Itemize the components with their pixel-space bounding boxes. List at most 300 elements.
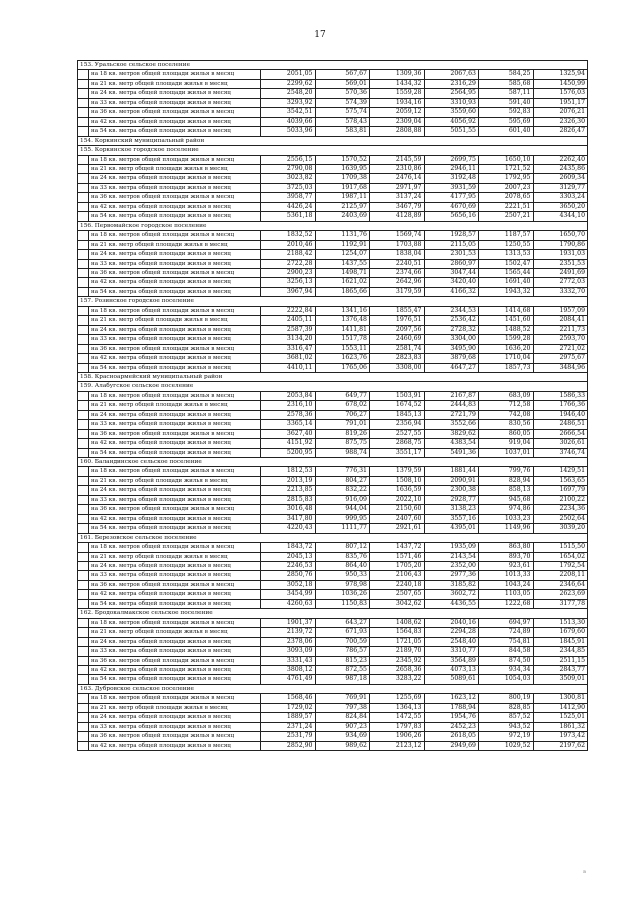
value-cell: 2564,95 (424, 89, 479, 98)
value-cell: 863,80 (479, 543, 534, 552)
value-cell: 2860,97 (424, 259, 479, 268)
value-cell: 3829,62 (424, 429, 479, 438)
value-cell: 1029,52 (479, 741, 534, 750)
section-title: 153. Уральское сельское поселение (78, 61, 588, 70)
value-cell: 3293,92 (261, 98, 316, 107)
value-cell: 1192,91 (315, 240, 370, 249)
row-label: на 42 кв. метра общей площади жилья в месяц (89, 202, 261, 211)
value-cell: 1565,44 (479, 268, 534, 277)
value-cell: 950,33 (315, 571, 370, 580)
value-cell: 4128,89 (370, 212, 425, 221)
row-label: на 18 кв. метров общей площади жилья в месяц (89, 467, 261, 476)
value-cell: 4177,95 (424, 193, 479, 202)
value-cell: 1325,94 (533, 70, 588, 79)
value-cell: 3310,77 (424, 647, 479, 656)
value-cell: 683,09 (479, 391, 534, 400)
section-header-row (78, 609, 588, 618)
value-cell: 3138,23 (424, 505, 479, 514)
value-cell: 3417,80 (261, 514, 316, 523)
row-label: на 42 кв. метра общей площади жилья в месяц (89, 666, 261, 675)
value-cell: 2975,67 (533, 354, 588, 363)
value-cell: 3316,47 (261, 344, 316, 353)
value-cell: 3192,48 (424, 174, 479, 183)
value-cell: 575,74 (315, 108, 370, 117)
index-cell (78, 259, 89, 268)
index-cell (78, 391, 89, 400)
table-row (78, 335, 588, 344)
table-row (78, 363, 588, 372)
value-cell: 3134,20 (261, 335, 316, 344)
table-row (78, 495, 588, 504)
value-cell: 1111,77 (315, 524, 370, 533)
value-cell: 3681,02 (261, 354, 316, 363)
table-row (78, 439, 588, 448)
value-cell: 1553,11 (315, 344, 370, 353)
value-cell: 2262,40 (533, 155, 588, 164)
value-cell: 1654,02 (533, 552, 588, 561)
index-cell (78, 467, 89, 476)
value-cell: 872,55 (315, 666, 370, 675)
page-number: 17 (314, 30, 326, 40)
table-row (78, 89, 588, 98)
section-header-row (78, 533, 588, 542)
row-label: на 42 кв. метра общей площади жилья в месяц (89, 590, 261, 599)
value-cell: 1103,05 (479, 590, 534, 599)
index-cell (78, 363, 89, 372)
value-cell: 1636,59 (370, 486, 425, 495)
value-cell: 583,81 (315, 127, 370, 136)
value-cell: 978,98 (315, 580, 370, 589)
table-row (78, 70, 588, 79)
value-cell: 4039,66 (261, 117, 316, 126)
value-cell: 2405,11 (261, 316, 316, 325)
table-row (78, 675, 588, 684)
value-cell: 742,08 (479, 410, 534, 419)
value-cell: 1931,03 (533, 250, 588, 259)
value-cell: 2593,70 (533, 335, 588, 344)
row-label: на 18 кв. метров общей площади жилья в месяц (89, 618, 261, 627)
value-cell: 2507,65 (370, 590, 425, 599)
table-row (78, 127, 588, 136)
value-cell: 1843,72 (261, 543, 316, 552)
table-row (78, 703, 588, 712)
table-row (78, 79, 588, 88)
row-label: на 54 кв. метра общей площади жилья в месяц (89, 287, 261, 296)
value-cell: 706,27 (315, 410, 370, 419)
value-cell: 3557,16 (424, 514, 479, 523)
value-cell: 4056,92 (424, 117, 479, 126)
value-cell: 1650,10 (479, 155, 534, 164)
value-cell: 2658,36 (370, 666, 425, 675)
value-cell: 2090,91 (424, 476, 479, 485)
value-cell: 2150,60 (370, 505, 425, 514)
table-row (78, 268, 588, 277)
index-cell (78, 647, 89, 656)
index-cell (78, 79, 89, 88)
value-cell: 5089,61 (424, 675, 479, 684)
table-row (78, 580, 588, 589)
value-cell: 2531,79 (261, 732, 316, 741)
row-label: на 36 кв. метров общей площади жилья в месяц (89, 108, 261, 117)
value-cell: 2852,90 (261, 741, 316, 750)
index-cell (78, 240, 89, 249)
value-cell: 2346,64 (533, 580, 588, 589)
value-cell: 1943,32 (479, 287, 534, 296)
value-cell: 2326,30 (533, 117, 588, 126)
value-cell: 2106,43 (370, 571, 425, 580)
value-cell: 2139,72 (261, 628, 316, 637)
table-row (78, 666, 588, 675)
value-cell: 776,31 (315, 467, 370, 476)
index-cell (78, 675, 89, 684)
value-cell: 1508,10 (370, 476, 425, 485)
value-cell: 1570,52 (315, 155, 370, 164)
value-cell: 3093,09 (261, 647, 316, 656)
value-cell: 1832,52 (261, 231, 316, 240)
row-label: на 24 кв. метра общей площади жилья в месяц (89, 713, 261, 722)
value-cell: 3129,77 (533, 183, 588, 192)
value-cell: 678,02 (315, 401, 370, 410)
index-cell (78, 108, 89, 117)
value-cell: 944,04 (315, 505, 370, 514)
value-cell: 3879,68 (424, 354, 479, 363)
table-row (78, 316, 588, 325)
row-label: на 54 кв. метра общей площади жилья в месяц (89, 675, 261, 684)
value-cell: 2949,69 (424, 741, 479, 750)
value-cell: 2578,36 (261, 410, 316, 419)
value-cell: 2900,23 (261, 268, 316, 277)
value-cell: 3931,59 (424, 183, 479, 192)
table-row (78, 722, 588, 731)
value-cell: 1721,52 (479, 164, 534, 173)
value-cell: 2928,77 (424, 495, 479, 504)
value-cell: 5033,96 (261, 127, 316, 136)
value-cell: 1709,38 (315, 174, 370, 183)
value-cell: 2502,64 (533, 514, 588, 523)
value-cell: 2344,53 (424, 306, 479, 315)
value-cell: 3627,40 (261, 429, 316, 438)
table-row (78, 410, 588, 419)
table-row (78, 202, 588, 211)
index-cell (78, 410, 89, 419)
value-cell: 4410,11 (261, 363, 316, 372)
value-cell: 1705,20 (370, 562, 425, 571)
value-cell: 601,40 (479, 127, 534, 136)
value-cell: 3331,43 (261, 656, 316, 665)
table-row (78, 287, 588, 296)
value-cell: 4383,54 (424, 439, 479, 448)
value-cell: 4670,69 (424, 202, 479, 211)
row-label: на 36 кв. метров общей площади жилья в месяц (89, 268, 261, 277)
index-cell (78, 580, 89, 589)
value-cell: 2460,69 (370, 335, 425, 344)
value-cell: 578,43 (315, 117, 370, 126)
value-cell: 1976,51 (370, 316, 425, 325)
value-cell: 2826,47 (533, 127, 588, 136)
value-cell: 1917,68 (315, 183, 370, 192)
value-cell: 2435,86 (533, 164, 588, 173)
table-row (78, 486, 588, 495)
index-cell (78, 344, 89, 353)
value-cell: 1792,54 (533, 562, 588, 571)
value-cell: 1255,69 (370, 694, 425, 703)
value-cell: 2010,46 (261, 240, 316, 249)
table-row (78, 278, 588, 287)
value-cell: 2097,56 (370, 325, 425, 334)
value-cell: 1621,02 (315, 278, 370, 287)
value-cell: 2051,05 (261, 70, 316, 79)
value-cell: 2316,29 (424, 79, 479, 88)
row-label: на 24 кв. метра общей площади жилья в месяц (89, 562, 261, 571)
value-cell: 2868,75 (370, 439, 425, 448)
value-cell: 875,75 (315, 439, 370, 448)
value-cell: 1935,09 (424, 543, 479, 552)
value-cell: 3039,20 (533, 524, 588, 533)
value-cell: 1222,68 (479, 599, 534, 608)
row-label: на 18 кв. метров общей площади жилья в месяц (89, 155, 261, 164)
value-cell: 1710,04 (479, 354, 534, 363)
value-cell: 574,39 (315, 98, 370, 107)
value-cell: 2301,53 (424, 250, 479, 259)
value-cell: 4344,10 (533, 212, 588, 221)
table-row (78, 117, 588, 126)
value-cell: 3310,93 (424, 98, 479, 107)
value-cell: 2486,51 (533, 420, 588, 429)
row-label: на 36 кв. метров общей площади жилья в месяц (89, 193, 261, 202)
value-cell: 916,09 (315, 495, 370, 504)
value-cell: 2491,69 (533, 268, 588, 277)
value-cell: 797,38 (315, 703, 370, 712)
value-cell: 1043,24 (479, 580, 534, 589)
value-cell: 1957,09 (533, 306, 588, 315)
value-cell: 643,27 (315, 618, 370, 627)
value-cell: 1569,74 (370, 231, 425, 240)
row-label: на 42 кв. метра общей площади жилья в месяц (89, 117, 261, 126)
value-cell: 1571,46 (370, 552, 425, 561)
value-cell: 1517,78 (315, 335, 370, 344)
section-header-row (78, 684, 588, 693)
row-label: на 33 кв. метра общей площади жилья в месяц (89, 98, 261, 107)
index-cell (78, 231, 89, 240)
index-cell (78, 694, 89, 703)
value-cell: 724,89 (479, 628, 534, 637)
value-cell: 2843,77 (533, 666, 588, 675)
value-cell: 988,74 (315, 448, 370, 457)
row-label: на 18 кв. метров общей площади жилья в месяц (89, 306, 261, 315)
value-cell: 2045,13 (261, 552, 316, 561)
index-cell (78, 618, 89, 627)
value-cell: 2977,36 (424, 571, 479, 580)
value-cell: 694,97 (479, 618, 534, 627)
index-cell (78, 117, 89, 126)
value-cell: 671,93 (315, 628, 370, 637)
row-label: на 42 кв. метра общей площади жилья в месяц (89, 278, 261, 287)
table-row (78, 401, 588, 410)
value-cell: 5491,36 (424, 448, 479, 457)
value-cell: 1379,59 (370, 467, 425, 476)
value-cell: 2507,21 (479, 212, 534, 221)
index-cell (78, 524, 89, 533)
value-cell: 2666,54 (533, 429, 588, 438)
value-cell: 3564,89 (424, 656, 479, 665)
value-cell: 2294,28 (424, 628, 479, 637)
value-cell: 1946,40 (533, 410, 588, 419)
index-cell (78, 183, 89, 192)
value-cell: 2772,03 (533, 278, 588, 287)
value-cell: 1564,83 (370, 628, 425, 637)
value-cell: 3958,77 (261, 193, 316, 202)
value-cell: 2213,85 (261, 486, 316, 495)
value-cell: 3542,51 (261, 108, 316, 117)
value-cell: 1300,81 (533, 694, 588, 703)
row-label: на 21 кв. метр общей площади жилья в месяц (89, 316, 261, 325)
value-cell: 943,52 (479, 722, 534, 731)
value-cell: 3179,59 (370, 287, 425, 296)
index-cell (78, 89, 89, 98)
value-cell: 2053,84 (261, 391, 316, 400)
value-cell: 1472,55 (370, 713, 425, 722)
value-cell: 2548,40 (424, 637, 479, 646)
table-row (78, 552, 588, 561)
index-cell (78, 732, 89, 741)
table-row (78, 741, 588, 750)
index-cell (78, 420, 89, 429)
value-cell: 1951,17 (533, 98, 588, 107)
value-cell: 2125,97 (315, 202, 370, 211)
value-cell: 5051,55 (424, 127, 479, 136)
row-label: на 54 кв. метра общей площади жилья в месяц (89, 363, 261, 372)
index-cell (78, 278, 89, 287)
value-cell: 3484,96 (533, 363, 588, 372)
row-label: на 33 кв. метра общей площади жилья в месяц (89, 571, 261, 580)
value-cell: 1599,28 (479, 335, 534, 344)
index-cell (78, 174, 89, 183)
value-cell: 3559,60 (424, 108, 479, 117)
value-cell: 1054,03 (479, 675, 534, 684)
value-cell: 2234,36 (533, 505, 588, 514)
table-row (78, 599, 588, 608)
value-cell: 2581,74 (370, 344, 425, 353)
value-cell: 1488,52 (479, 325, 534, 334)
table-row (78, 174, 588, 183)
value-cell: 1792,95 (479, 174, 534, 183)
value-cell: 923,61 (479, 562, 534, 571)
value-cell: 3420,40 (424, 278, 479, 287)
index-cell (78, 401, 89, 410)
value-cell: 2078,65 (479, 193, 534, 202)
value-cell: 2790,08 (261, 164, 316, 173)
index-cell (78, 562, 89, 571)
value-cell: 2351,53 (533, 259, 588, 268)
value-cell: 4426,24 (261, 202, 316, 211)
table-row (78, 656, 588, 665)
value-cell: 2167,87 (424, 391, 479, 400)
index-cell (78, 250, 89, 259)
value-cell: 1434,32 (370, 79, 425, 88)
value-cell: 1766,36 (533, 401, 588, 410)
value-cell: 1865,66 (315, 287, 370, 296)
value-cell: 2316,10 (261, 401, 316, 410)
value-cell: 2722,28 (261, 259, 316, 268)
value-cell: 2444,83 (424, 401, 479, 410)
value-cell: 4761,49 (261, 675, 316, 684)
value-cell: 3602,72 (424, 590, 479, 599)
index-cell (78, 599, 89, 608)
table-row (78, 98, 588, 107)
value-cell: 3495,90 (424, 344, 479, 353)
row-label: на 33 кв. метра общей площади жилья в месяц (89, 495, 261, 504)
value-cell: 1187,57 (479, 231, 534, 240)
value-cell: 2356,94 (370, 420, 425, 429)
value-cell: 1954,76 (424, 713, 479, 722)
row-label: на 21 кв. метр общей площади жилья в месяц (89, 79, 261, 88)
value-cell: 1498,71 (315, 268, 370, 277)
value-cell: 712,58 (479, 401, 534, 410)
value-cell: 1721,05 (370, 637, 425, 646)
value-cell: 2618,05 (424, 732, 479, 741)
value-cell: 2022,10 (370, 495, 425, 504)
value-cell: 2527,55 (370, 429, 425, 438)
value-cell: 1934,16 (370, 98, 425, 107)
value-cell: 934,69 (315, 732, 370, 741)
value-cell: 1503,91 (370, 391, 425, 400)
index-cell (78, 306, 89, 315)
row-label: на 24 кв. метра общей площади жилья в месяц (89, 486, 261, 495)
value-cell: 1790,86 (533, 240, 588, 249)
value-cell: 1845,91 (533, 637, 588, 646)
index-cell (78, 495, 89, 504)
section-title: 161. Березовское сельское поселение (78, 533, 588, 542)
table-row (78, 543, 588, 552)
section-header-row (78, 382, 588, 391)
section-title: 163. Дубровское сельское поселение (78, 684, 588, 693)
value-cell: 1650,70 (533, 231, 588, 240)
value-cell: 1013,33 (479, 571, 534, 580)
section-header-row (78, 372, 588, 381)
value-cell: 3552,66 (424, 420, 479, 429)
index-cell (78, 429, 89, 438)
table-row (78, 628, 588, 637)
table-row (78, 476, 588, 485)
row-label: на 24 кв. метра общей площади жилья в месяц (89, 637, 261, 646)
section-title: 154. Коркинский муниципальный район (78, 136, 588, 145)
value-cell: 2511,15 (533, 656, 588, 665)
row-label: на 36 кв. метров общей площади жилья в месяц (89, 656, 261, 665)
value-cell: 2299,62 (261, 79, 316, 88)
value-cell: 587,11 (479, 89, 534, 98)
value-cell: 1845,13 (370, 410, 425, 419)
table-row (78, 505, 588, 514)
index-cell (78, 628, 89, 637)
row-label: на 54 кв. метра общей площади жилья в месяц (89, 127, 261, 136)
value-cell: 4436,55 (424, 599, 479, 608)
value-cell: 2623,69 (533, 590, 588, 599)
row-label: на 21 кв. метр общей площади жилья в месяц (89, 164, 261, 173)
table-row (78, 325, 588, 334)
value-cell: 1586,33 (533, 391, 588, 400)
value-cell: 2208,11 (533, 571, 588, 580)
value-cell: 3746,74 (533, 448, 588, 457)
value-cell: 1412,90 (533, 703, 588, 712)
table-row (78, 647, 588, 656)
value-cell: 591,40 (479, 98, 534, 107)
table-row (78, 108, 588, 117)
row-label: на 18 кв. метров общей площади жилья в месяц (89, 543, 261, 552)
value-cell: 819,26 (315, 429, 370, 438)
value-cell: 649,77 (315, 391, 370, 400)
value-cell: 1906,26 (370, 732, 425, 741)
value-cell: 832,22 (315, 486, 370, 495)
